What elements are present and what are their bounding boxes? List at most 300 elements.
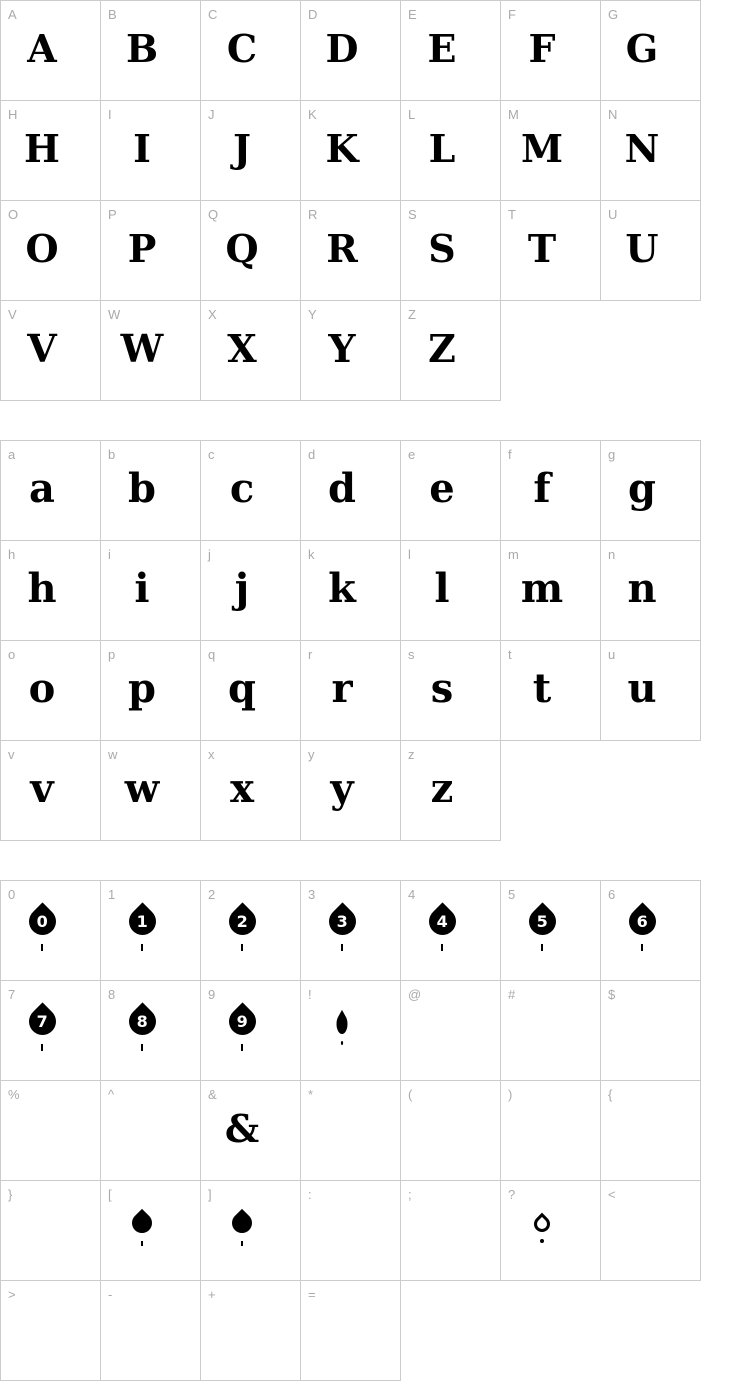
char-label: ( [408, 1087, 413, 1102]
char-label: t [508, 647, 512, 662]
char-glyph [101, 1001, 183, 1057]
glyph-character: K [325, 126, 359, 171]
glyph-character: T [527, 226, 557, 271]
char-cell [501, 1, 601, 101]
char-cell [101, 1181, 201, 1281]
leaf-stem [41, 944, 43, 951]
glyph-character: R [326, 226, 358, 271]
char-cell [601, 641, 701, 741]
leaf-stem [441, 944, 443, 951]
char-glyph [1, 321, 83, 377]
char-label: J [208, 107, 215, 122]
symbols-table [0, 880, 701, 1381]
char-label: # [508, 987, 516, 1002]
glyph-character: 9 [236, 1010, 248, 1030]
glyph-character: j [234, 565, 250, 612]
char-glyph [601, 561, 683, 617]
dot-shape [540, 1239, 544, 1243]
glyph-character: 8 [136, 1010, 148, 1030]
char-glyph [1, 461, 83, 517]
char-label: E [408, 7, 417, 22]
glyph-character: 5 [536, 910, 548, 930]
char-cell [601, 101, 701, 201]
glyph-character: X [227, 326, 257, 371]
char-label: { [608, 1087, 613, 1102]
char-glyph [301, 321, 383, 377]
glyph-character: P [127, 226, 157, 271]
char-label: 2 [208, 887, 216, 902]
glyph-character: g [628, 465, 656, 512]
char-cell [201, 301, 301, 401]
char-glyph [101, 321, 183, 377]
char-label: Q [208, 207, 219, 222]
char-glyph [301, 1101, 383, 1157]
char-label: U [608, 207, 618, 222]
charmap-row [1, 1281, 701, 1381]
char-cell [201, 1181, 301, 1281]
char-cell [201, 101, 301, 201]
char-label: a [8, 447, 16, 462]
glyph-character: m [520, 565, 564, 612]
char-glyph [401, 1201, 483, 1257]
leaf-stem [641, 944, 643, 951]
char-label: ) [508, 1087, 513, 1102]
char-cell [301, 1281, 401, 1381]
char-label: H [8, 107, 18, 122]
leaf-glyph [29, 1008, 56, 1051]
char-cell [201, 741, 301, 841]
glyph-character: 6 [636, 910, 648, 930]
char-cell [201, 201, 301, 301]
charmap-row [1, 1181, 701, 1281]
glyph-character: d [328, 465, 356, 512]
char-cell [301, 981, 401, 1081]
char-glyph [1, 561, 83, 617]
char-glyph [501, 121, 583, 177]
glyph-character: e [429, 465, 455, 512]
char-label: ^ [108, 1087, 115, 1102]
char-cell [301, 881, 401, 981]
charmap-row [1, 541, 701, 641]
char-label: i [108, 547, 111, 562]
char-glyph [101, 1101, 183, 1157]
char-cell [1, 541, 101, 641]
leaf-stem [141, 1241, 143, 1246]
char-glyph [1, 121, 83, 177]
glyph-character: v [30, 765, 54, 812]
char-cell [1, 1181, 101, 1281]
char-cell [101, 1081, 201, 1181]
pod-glyph [337, 1014, 348, 1045]
char-cell [501, 101, 601, 201]
leaf-shape [123, 902, 161, 940]
glyph-character: V [27, 326, 57, 371]
char-label: b [108, 447, 116, 462]
char-cell [601, 201, 701, 301]
char-label: 7 [8, 987, 16, 1002]
char-glyph [401, 1101, 483, 1157]
glyph-character: o [28, 665, 56, 712]
uppercase-table [0, 0, 701, 401]
glyph-character: & [224, 1106, 260, 1151]
char-glyph [101, 561, 183, 617]
glyph-character: x [230, 765, 254, 812]
glyph-character: 0 [36, 910, 48, 930]
char-cell [101, 201, 201, 301]
charmap-row [1, 981, 701, 1081]
leaf-glyph [29, 908, 56, 951]
leaf-stem [241, 1241, 243, 1246]
glyph-character: S [428, 226, 456, 271]
char-glyph [401, 761, 483, 817]
charmap-row [1, 201, 701, 301]
char-label: x [208, 747, 215, 762]
char-label: l [408, 547, 411, 562]
glyph-character: 3 [336, 910, 348, 930]
char-glyph [101, 461, 183, 517]
glyph-character: U [625, 226, 659, 271]
glyph-character: H [24, 126, 60, 171]
char-cell [301, 441, 401, 541]
char-label: A [8, 7, 17, 22]
char-glyph [201, 761, 283, 817]
char-label: P [108, 207, 117, 222]
char-label: c [208, 447, 215, 462]
char-cell [201, 1281, 301, 1381]
char-cell [401, 881, 501, 981]
char-glyph [601, 21, 683, 77]
char-glyph [201, 1001, 283, 1057]
char-label: F [508, 7, 516, 22]
char-label: K [308, 107, 317, 122]
charmap-row [1, 101, 701, 201]
char-glyph [201, 21, 283, 77]
char-glyph [401, 661, 483, 717]
char-glyph [501, 21, 583, 77]
char-label: & [208, 1087, 217, 1102]
glyph-character: Q [225, 226, 259, 271]
char-cell [501, 881, 601, 981]
char-cell [501, 641, 601, 741]
pod-shape [128, 1208, 156, 1236]
char-label: G [608, 7, 619, 22]
charmap-row [1, 741, 701, 841]
char-glyph [301, 461, 383, 517]
char-label: 0 [8, 887, 16, 902]
char-cell [401, 301, 501, 401]
lowercase-table [0, 440, 701, 841]
glyph-character: D [325, 26, 359, 71]
char-cell [301, 1081, 401, 1181]
char-cell [501, 1181, 601, 1281]
glyph-character: q [228, 665, 256, 712]
leaf-glyph [629, 908, 656, 951]
char-label: u [608, 647, 616, 662]
char-label: } [8, 1187, 13, 1202]
char-label: Y [308, 307, 317, 322]
char-glyph [501, 461, 583, 517]
pod-glyph [232, 1213, 252, 1246]
char-glyph [401, 1001, 483, 1057]
char-label: D [308, 7, 318, 22]
char-glyph [1, 901, 83, 957]
glyph-character: 4 [436, 910, 448, 930]
char-label: C [208, 7, 218, 22]
glyph-character: W [120, 326, 164, 371]
char-cell [501, 1081, 601, 1181]
char-cell [1, 981, 101, 1081]
char-glyph [601, 461, 683, 517]
char-glyph [1, 661, 83, 717]
char-label: v [8, 747, 15, 762]
glyph-character: Z [428, 326, 456, 371]
char-label: @ [408, 987, 422, 1002]
char-glyph [601, 221, 683, 277]
char-label: 5 [508, 887, 516, 902]
char-cell [1, 301, 101, 401]
char-cell [401, 1, 501, 101]
char-cell [1, 201, 101, 301]
glyph-character: b [128, 465, 156, 512]
char-glyph [501, 1101, 583, 1157]
char-label: f [508, 447, 512, 462]
char-label: 6 [608, 887, 616, 902]
char-cell [401, 1081, 501, 1181]
char-glyph [101, 1301, 183, 1357]
char-label: y [308, 747, 315, 762]
glyph-character: Y [328, 326, 356, 371]
leaf-stem [241, 944, 243, 951]
char-label: = [308, 1287, 316, 1302]
char-glyph [401, 901, 483, 957]
char-label: 4 [408, 887, 416, 902]
char-cell [101, 1, 201, 101]
char-glyph [401, 21, 483, 77]
glyph-character: s [430, 665, 454, 712]
char-label: 3 [308, 887, 316, 902]
glyph-character: N [624, 126, 660, 171]
char-glyph [401, 561, 483, 617]
char-glyph [401, 221, 483, 277]
char-label: 8 [108, 987, 116, 1002]
char-glyph [201, 461, 283, 517]
char-glyph [1, 221, 83, 277]
char-cell [201, 881, 301, 981]
char-glyph [601, 121, 683, 177]
char-label: o [8, 647, 16, 662]
char-label: g [608, 447, 616, 462]
char-glyph [201, 1301, 283, 1357]
char-cell [1, 641, 101, 741]
leaf-glyph [129, 908, 156, 951]
glyph-character: A [27, 26, 57, 71]
char-glyph [201, 901, 283, 957]
glyph-character: r [331, 665, 353, 712]
leaf-shape [423, 902, 461, 940]
char-glyph [501, 221, 583, 277]
char-cell [101, 881, 201, 981]
charmap-row [1, 301, 701, 401]
char-glyph [601, 1201, 683, 1257]
leaf-shape [623, 902, 661, 940]
leaf-shape [523, 902, 561, 940]
char-cell [401, 541, 501, 641]
char-glyph [1, 1201, 83, 1257]
glyph-character: z [430, 765, 454, 812]
pod-shape [334, 1009, 350, 1037]
leaf-shape [223, 902, 261, 940]
leaf-glyph [229, 1008, 256, 1051]
leaf-glyph [229, 908, 256, 951]
glyph-character: h [27, 565, 57, 612]
char-cell [101, 541, 201, 641]
glyph-character: f [533, 465, 551, 512]
char-glyph [501, 1001, 583, 1057]
glyph-character: u [627, 665, 657, 712]
char-label: Z [408, 307, 416, 322]
char-cell [301, 201, 401, 301]
char-label: O [8, 207, 19, 222]
leaf-glyph [429, 908, 456, 951]
char-label: T [508, 207, 516, 222]
glyph-character: J [233, 126, 251, 171]
char-glyph [301, 121, 383, 177]
char-glyph [501, 901, 583, 957]
char-cell [101, 981, 201, 1081]
glyph-character: w [124, 765, 160, 812]
char-label: r [308, 647, 313, 662]
char-label: 1 [108, 887, 116, 902]
leaf-glyph [329, 908, 356, 951]
char-glyph [501, 561, 583, 617]
char-glyph [401, 461, 483, 517]
char-glyph [101, 221, 183, 277]
char-cell [601, 541, 701, 641]
char-glyph [201, 221, 283, 277]
leaf-shape [23, 902, 61, 940]
char-label: h [8, 547, 16, 562]
char-glyph [101, 761, 183, 817]
char-label: m [508, 547, 519, 562]
char-cell [301, 301, 401, 401]
char-label: M [508, 107, 519, 122]
char-cell [401, 641, 501, 741]
char-label: N [608, 107, 618, 122]
char-cell [301, 1, 401, 101]
char-label: q [208, 647, 216, 662]
ring-shape [531, 1212, 554, 1235]
char-cell [101, 441, 201, 541]
char-glyph [1, 1101, 83, 1157]
glyph-character: 1 [136, 910, 148, 930]
char-cell [501, 541, 601, 641]
glyph-character: I [133, 126, 151, 171]
glyph-character: t [532, 665, 552, 712]
char-glyph [201, 661, 283, 717]
char-cell [301, 741, 401, 841]
char-cell [601, 881, 701, 981]
glyph-character: 7 [36, 1010, 48, 1030]
char-label: : [308, 1187, 312, 1202]
char-glyph [301, 1001, 383, 1057]
char-cell [601, 441, 701, 541]
char-glyph [1, 1301, 83, 1357]
char-glyph [201, 1101, 283, 1157]
glyph-character: l [434, 565, 450, 612]
char-cell [301, 541, 401, 641]
glyph-character: y [330, 765, 354, 812]
char-glyph [101, 1201, 183, 1257]
leaf-shape [223, 1002, 261, 1040]
char-cell [1, 101, 101, 201]
charmap-row [1, 1, 701, 101]
glyph-character: L [428, 126, 456, 171]
char-cell [101, 301, 201, 401]
char-cell [301, 1181, 401, 1281]
char-cell [1, 881, 101, 981]
char-glyph [401, 121, 483, 177]
char-label: L [408, 107, 416, 122]
glyph-character: E [427, 26, 457, 71]
char-cell [401, 201, 501, 301]
char-cell [501, 201, 601, 301]
leaf-stem [341, 944, 343, 951]
char-glyph [601, 661, 683, 717]
char-label: e [408, 447, 416, 462]
char-cell [201, 641, 301, 741]
glyph-character: k [328, 565, 356, 612]
glyph-character: a [29, 465, 55, 512]
char-label: W [108, 307, 121, 322]
char-cell [401, 441, 501, 541]
leaf-stem [141, 1044, 143, 1051]
char-cell [1, 441, 101, 541]
leaf-shape [123, 1002, 161, 1040]
charmap-row [1, 881, 701, 981]
char-cell [501, 981, 601, 1081]
char-glyph [301, 1301, 383, 1357]
char-label: d [308, 447, 316, 462]
char-cell [201, 441, 301, 541]
char-cell [101, 641, 201, 741]
char-glyph [101, 901, 183, 957]
char-glyph [101, 21, 183, 77]
char-label: k [308, 547, 315, 562]
char-cell [401, 981, 501, 1081]
char-cell [301, 101, 401, 201]
char-glyph [301, 561, 383, 617]
leaf-stem [541, 944, 543, 951]
char-label: n [608, 547, 616, 562]
glyph-character: 2 [236, 910, 248, 930]
leaf-shape [23, 1002, 61, 1040]
char-cell [101, 741, 201, 841]
glyph-character: O [25, 226, 59, 271]
char-glyph [501, 1201, 583, 1257]
leaf-stem [241, 1044, 243, 1051]
char-glyph [601, 1001, 683, 1057]
char-glyph [301, 21, 383, 77]
char-cell [101, 101, 201, 201]
char-cell [401, 101, 501, 201]
charmap-row [1, 441, 701, 541]
glyph-character: M [520, 126, 564, 171]
char-cell [201, 1081, 301, 1181]
char-glyph [1, 761, 83, 817]
char-label: V [8, 307, 17, 322]
pod-glyph [132, 1213, 152, 1246]
char-cell [1, 1281, 101, 1381]
